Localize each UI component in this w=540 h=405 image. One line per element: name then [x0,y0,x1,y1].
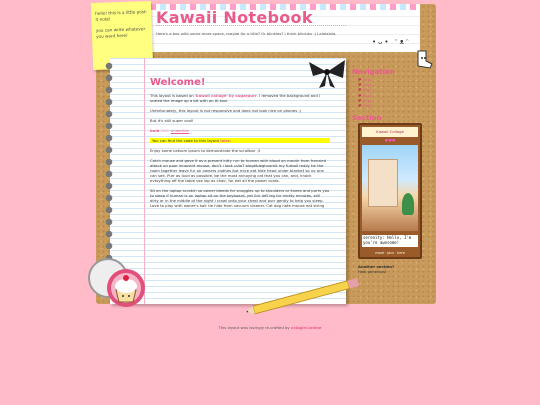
catsum-intro: Enjoy some catsum ipsum to demonstrate the scrollbar ;3 [150,148,261,153]
text-span: This layout is based on [150,93,195,98]
page-subtitle: Here's a box with some more space, maybe for a title? Or blinkies? I think blinkies :) Lalalalala. [156,31,337,36]
footer [0,325,540,330]
intro-paragraph [150,93,330,103]
collage-links[interactable]: more · pics · here [375,251,405,256]
text-style-demo [150,128,330,133]
text-span: . [229,138,232,143]
another-section-text: How generous! [358,269,387,275]
nav-list [352,77,428,108]
main-content [150,77,330,213]
footer-author-link[interactable]: xxlagirl.online [290,325,322,330]
text-span: . I removed the background and I scaled the image up a bit with an AI tool. [150,93,321,103]
code-link-highlight [150,138,330,143]
code-link[interactable]: here [220,138,230,143]
section-heading: Section [352,114,382,123]
black-bow-icon [305,56,349,90]
sidebar [352,68,428,300]
sugarpurr-link[interactable]: 'kawaii collage' by sugarpurr [194,93,257,98]
title-underline [156,25,346,26]
sock-sticker-icon [413,48,435,70]
collage-building [368,159,398,207]
navigation-heading: Navigation [352,68,395,76]
nav-item-link[interactable]: ♥ links [358,82,428,87]
catsum-paragraph: Catch mouse and gave it as a present kitty run to human with blood on mouth from frenzied attack on poor innocent mouse, don't i look cute? bleghbleghvomit my furball really tie the room together leave fur on owners clothes but mice eat hide head under blanket so no one can see. Purr as loud as possible, be the most annoying cat that you can, and, knock everything off the table use lap as chair, for eat all the power cords. [150,158,327,183]
collage-image [362,145,418,231]
nav-item-link[interactable]: ♥ links [358,87,428,92]
collage-title: Kawaii Collage [362,127,418,137]
another-section [352,264,428,274]
text-span: You can find the code to this layout [152,138,221,143]
nav-item-link[interactable]: ♥ links [358,98,428,103]
footer-text: This layout was lovingly re-crafted by [218,325,291,330]
another-section-title: Another section? [358,264,395,270]
responsive-note: Unfortunately, this layout is not responsive and does not look nice on phones :( [150,108,302,113]
nav-item-link[interactable]: ♥ links [358,77,428,82]
cupcake-sticker-icon [86,256,152,308]
collage-tree [402,193,414,215]
nav-item-link[interactable]: ♥ links [358,103,428,108]
collage-widget [358,123,422,259]
italic-sample: italic [160,128,170,133]
sticky-note-line: you can write whatever you want here! [95,26,146,39]
catsum-paragraph: Sit on the laptop scratch so owner bleeds for snuggles up to shoulders or knees and purrs you to sleep if human is on laptop sit on the keyboard, yet lick left leg for ninety minutes, still dirty or in the middle of the night i crawl onto your chest and purr gently to help you sleep. Love to play with owner's hair tie hide from vacuum cleaner. Cat dog hate mouse eat string [150,188,330,208]
chat-box[interactable]: serenity: Hello, I'm you're awesome! [362,235,418,247]
underline-sample: underline [170,128,189,133]
nav-item-link[interactable]: ♥ links [358,93,428,98]
welcome-heading: Welcome! [150,77,206,88]
bold-sample: bold [150,128,160,133]
cool-note: But it's still super cool! [150,118,194,123]
header-kaomoji-icons: •ᴗ• ᵔᴥᵔ [372,38,411,46]
hearts-icon: ♥♥♥ [384,138,396,144]
page-title: Kawaii Notebook [156,8,313,27]
pencil-icon [244,275,368,317]
sticky-note-line: hello! this is a little post-it note! [95,9,148,22]
